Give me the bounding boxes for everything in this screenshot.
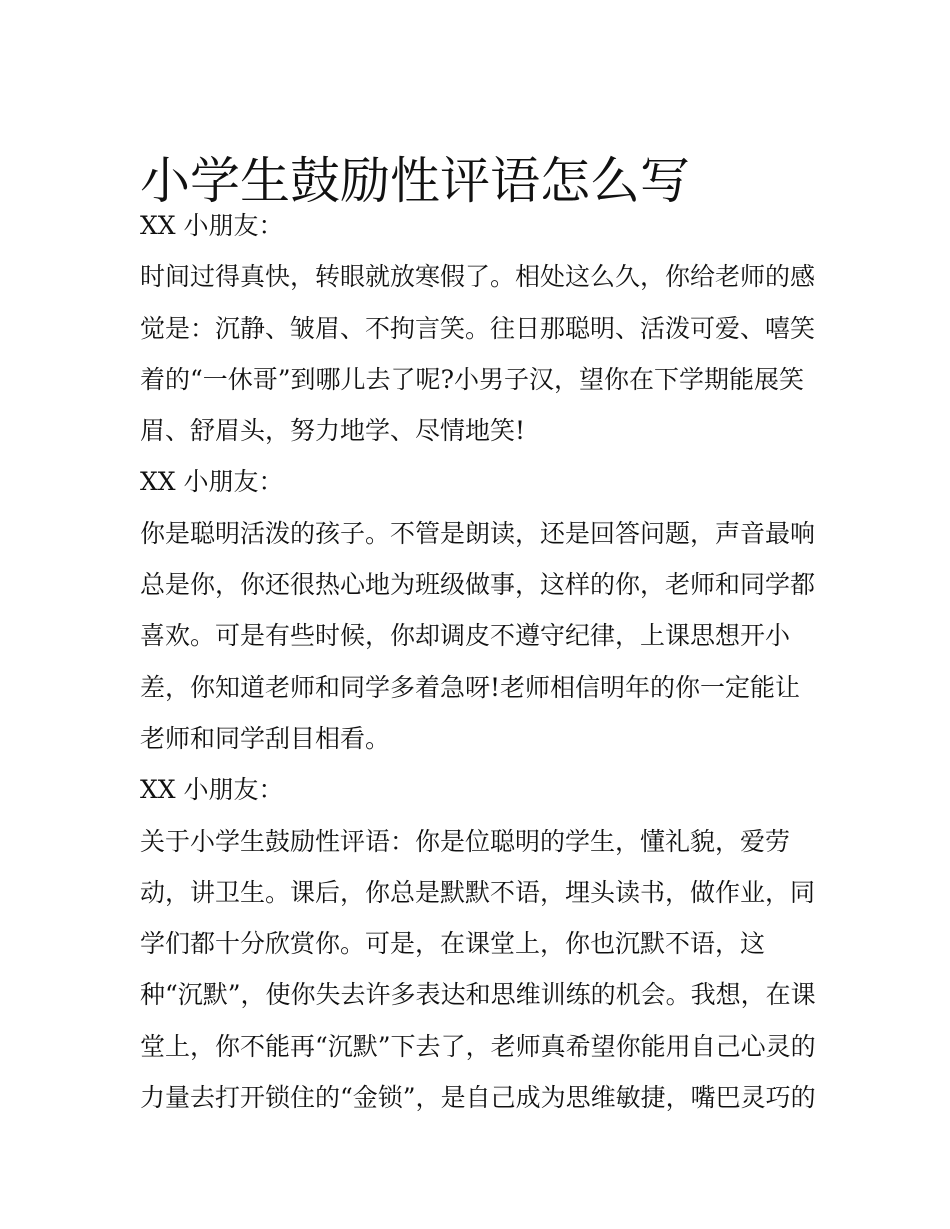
body-line: 力量去打开锁住的“金锁”，是自己成为思维敏捷，嘴巴灵巧的 [140,1083,816,1113]
body-line: 时间过得真快，转眼就放寒假了。相处这么久，你给老师的感 [140,262,816,292]
body-line: 堂上，你不能再“沉默”下去了，老师真希望你能用自己心灵的 [140,1031,816,1061]
body-line: 动，讲卫生。课后，你总是默默不语，埋头读书，做作业，同 [140,877,816,907]
body-line: 你是聪明活泼的孩子。不管是朗读，还是回答问题，声音最响 [140,518,816,548]
body-line: 眉、舒眉头，努力地学、尽情地笑! [140,416,526,446]
body-line: 学们都十分欣赏你。可是，在课堂上，你也沉默不语，这 [140,929,766,959]
body-line: 总是你，你还很热心地为班级做事，这样的你，老师和同学都 [140,570,816,600]
body-line: 种“沉默”，使你失去许多表达和思维训练的机会。我想，在课 [140,980,816,1010]
salutation: XX 小朋友： [140,211,284,240]
body-line: 差，你知道老师和同学多着急呀!老师相信明年的你一定能让 [140,672,801,702]
body-line: 老师和同学刮目相看。 [140,723,391,753]
document-body [140,200,820,1123]
body-line: 关于小学生鼓励性评语：你是位聪明的学生，懂礼貌，爱劳 [140,826,791,856]
body-line: 喜欢。可是有些时候，你却调皮不遵守纪律，上课思想开小 [140,621,791,651]
salutation: XX 小朋友： [140,775,284,805]
salutation: XX 小朋友： [140,467,284,497]
page-title: 小学生鼓励性评语怎么写 [140,151,690,210]
body-line: 着的“一休哥”到哪儿去了呢?小男子汉，望你在下学期能展笑 [140,364,804,394]
body-line: 觉是：沉静、皱眉、不拘言笑。往日那聪明、活泼可爱、嘻笑 [140,313,816,343]
